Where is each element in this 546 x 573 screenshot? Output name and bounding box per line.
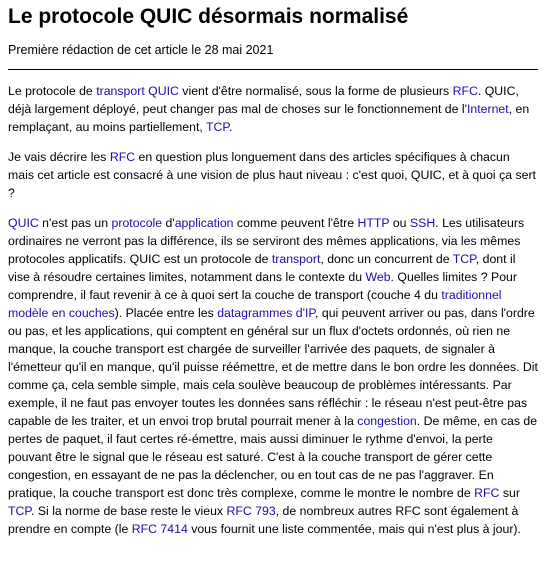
paragraph [8, 214, 538, 538]
paragraph-text: Je vais décrire les [8, 150, 110, 164]
page-title: Le protocole QUIC désormais normalisé [8, 5, 409, 28]
inline-link[interactable]: TCP [206, 120, 230, 134]
article-date: Première rédaction de cet article le 28 mai 2021 [8, 43, 274, 57]
paragraph-text: n'est pas un [38, 216, 112, 230]
inline-link[interactable]: TCP [452, 252, 476, 266]
inline-link[interactable]: Web [365, 270, 391, 284]
inline-link[interactable]: transport [271, 252, 321, 266]
paragraph-text: sur [499, 486, 520, 500]
paragraph-text: d' [162, 216, 175, 230]
paragraph-text: . Si la norme de base reste le vieux [31, 504, 227, 518]
inline-link[interactable]: HTTP [357, 216, 390, 230]
article-body [8, 82, 538, 538]
inline-link[interactable]: application [174, 216, 234, 230]
paragraph-text: , qui peuvent arriver ou pas, dans l'ordre ou pas, et les applications, qui comptent en général sur un flux d'octets ordonnés, où rien ne manque, la couche transport est chargée de surveiller l'arrivée des paquets, de signaler à l'émetteur qu'il en manque, qu'il puisse réémettre, et de mettre dans le bon ordre les données. Dit comme ça, cela semble simple, mais cela soulève beaucoup de problèmes intéressants. Par exemple, il ne faut pas envoyer toutes les données sans réfléchir : le réseau n'est peut-être pas capable de les traiter, et un envoi trop brutal pourrait mener à la [8, 306, 538, 428]
paragraph-text: , de nombreux autres RFC sont également à prendre en compte (le [8, 504, 519, 536]
paragraph-text: vous fournit une liste commentée, mais qui n'est plus à jour). [187, 522, 521, 536]
inline-link[interactable]: protocole [111, 216, 163, 230]
paragraph-text: . Quelles limites ? Pour comprendre, il faut revenir à ce à quoi sert la couche de transport (couche 4 du [8, 270, 517, 302]
paragraph-text: . [229, 120, 233, 134]
paragraph-text: ). Placée entre les [114, 306, 218, 320]
inline-link[interactable]: RFC 793 [226, 504, 276, 518]
inline-link[interactable]: QUIC [8, 216, 39, 230]
paragraph-text: comme peuvent l'être [233, 216, 358, 230]
paragraph-text: . Les utilisateurs ordinaires ne verront pas la différence, ils se serviront des mêmes applications, via les mêmes protocoles applicatifs. QUIC est un protocole de [8, 216, 525, 266]
paragraph-text: Le protocole de [8, 84, 97, 98]
inline-link[interactable]: Internet [466, 102, 509, 116]
inline-link[interactable]: RFC [109, 150, 136, 164]
paragraph-text: en question plus longuement dans des articles spécifiques à chacun mais cet article est consacré à une vision de plus haut niveau : c'est quoi, QUIC, et à quoi ça sert ? [8, 150, 536, 200]
inline-link[interactable]: congestion [357, 414, 417, 428]
paragraph-text: , dont il vise à résoudre certaines limites, notamment dans le contexte du [8, 252, 516, 284]
paragraph-text: vient d'être normalisé, sous la forme de plusieurs [178, 84, 453, 98]
inline-link[interactable]: traditionnel modèle en couches [8, 288, 502, 320]
inline-link[interactable]: RFC [452, 84, 478, 98]
inline-link[interactable]: transport QUIC [96, 84, 179, 98]
paragraph [8, 82, 538, 136]
divider [8, 69, 538, 70]
paragraph-text: , en remplaçant, au moins partiellement, [8, 102, 530, 134]
inline-link[interactable]: TCP [8, 504, 32, 518]
inline-link[interactable]: datagrammes d'IP [217, 306, 316, 320]
paragraph-text: , donc un concurrent de [320, 252, 453, 266]
inline-link[interactable]: RFC [474, 486, 500, 500]
paragraph-text: ou [389, 216, 410, 230]
paragraph-text: . De même, en cas de pertes de paquet, il faut certes ré-émettre, mais aussi diminuer le rythme d'envoi, la perte pouvant être le signal que le réseau est saturé. C'est à la couche transport de gérer cette congestion, en essayant de ne pas la déclencher, ou en tout cas de ne pas l'aggraver. En pratique, la couche transport est donc très complexe, comme le montre le nombre de [8, 414, 538, 500]
inline-link[interactable]: SSH [409, 216, 436, 230]
paragraph-text: . QUIC, déjà largement déployé, peut changer pas mal de choses sur le fonctionnement de l' [8, 84, 519, 116]
inline-link[interactable]: RFC 7414 [131, 522, 188, 536]
paragraph [8, 148, 538, 202]
